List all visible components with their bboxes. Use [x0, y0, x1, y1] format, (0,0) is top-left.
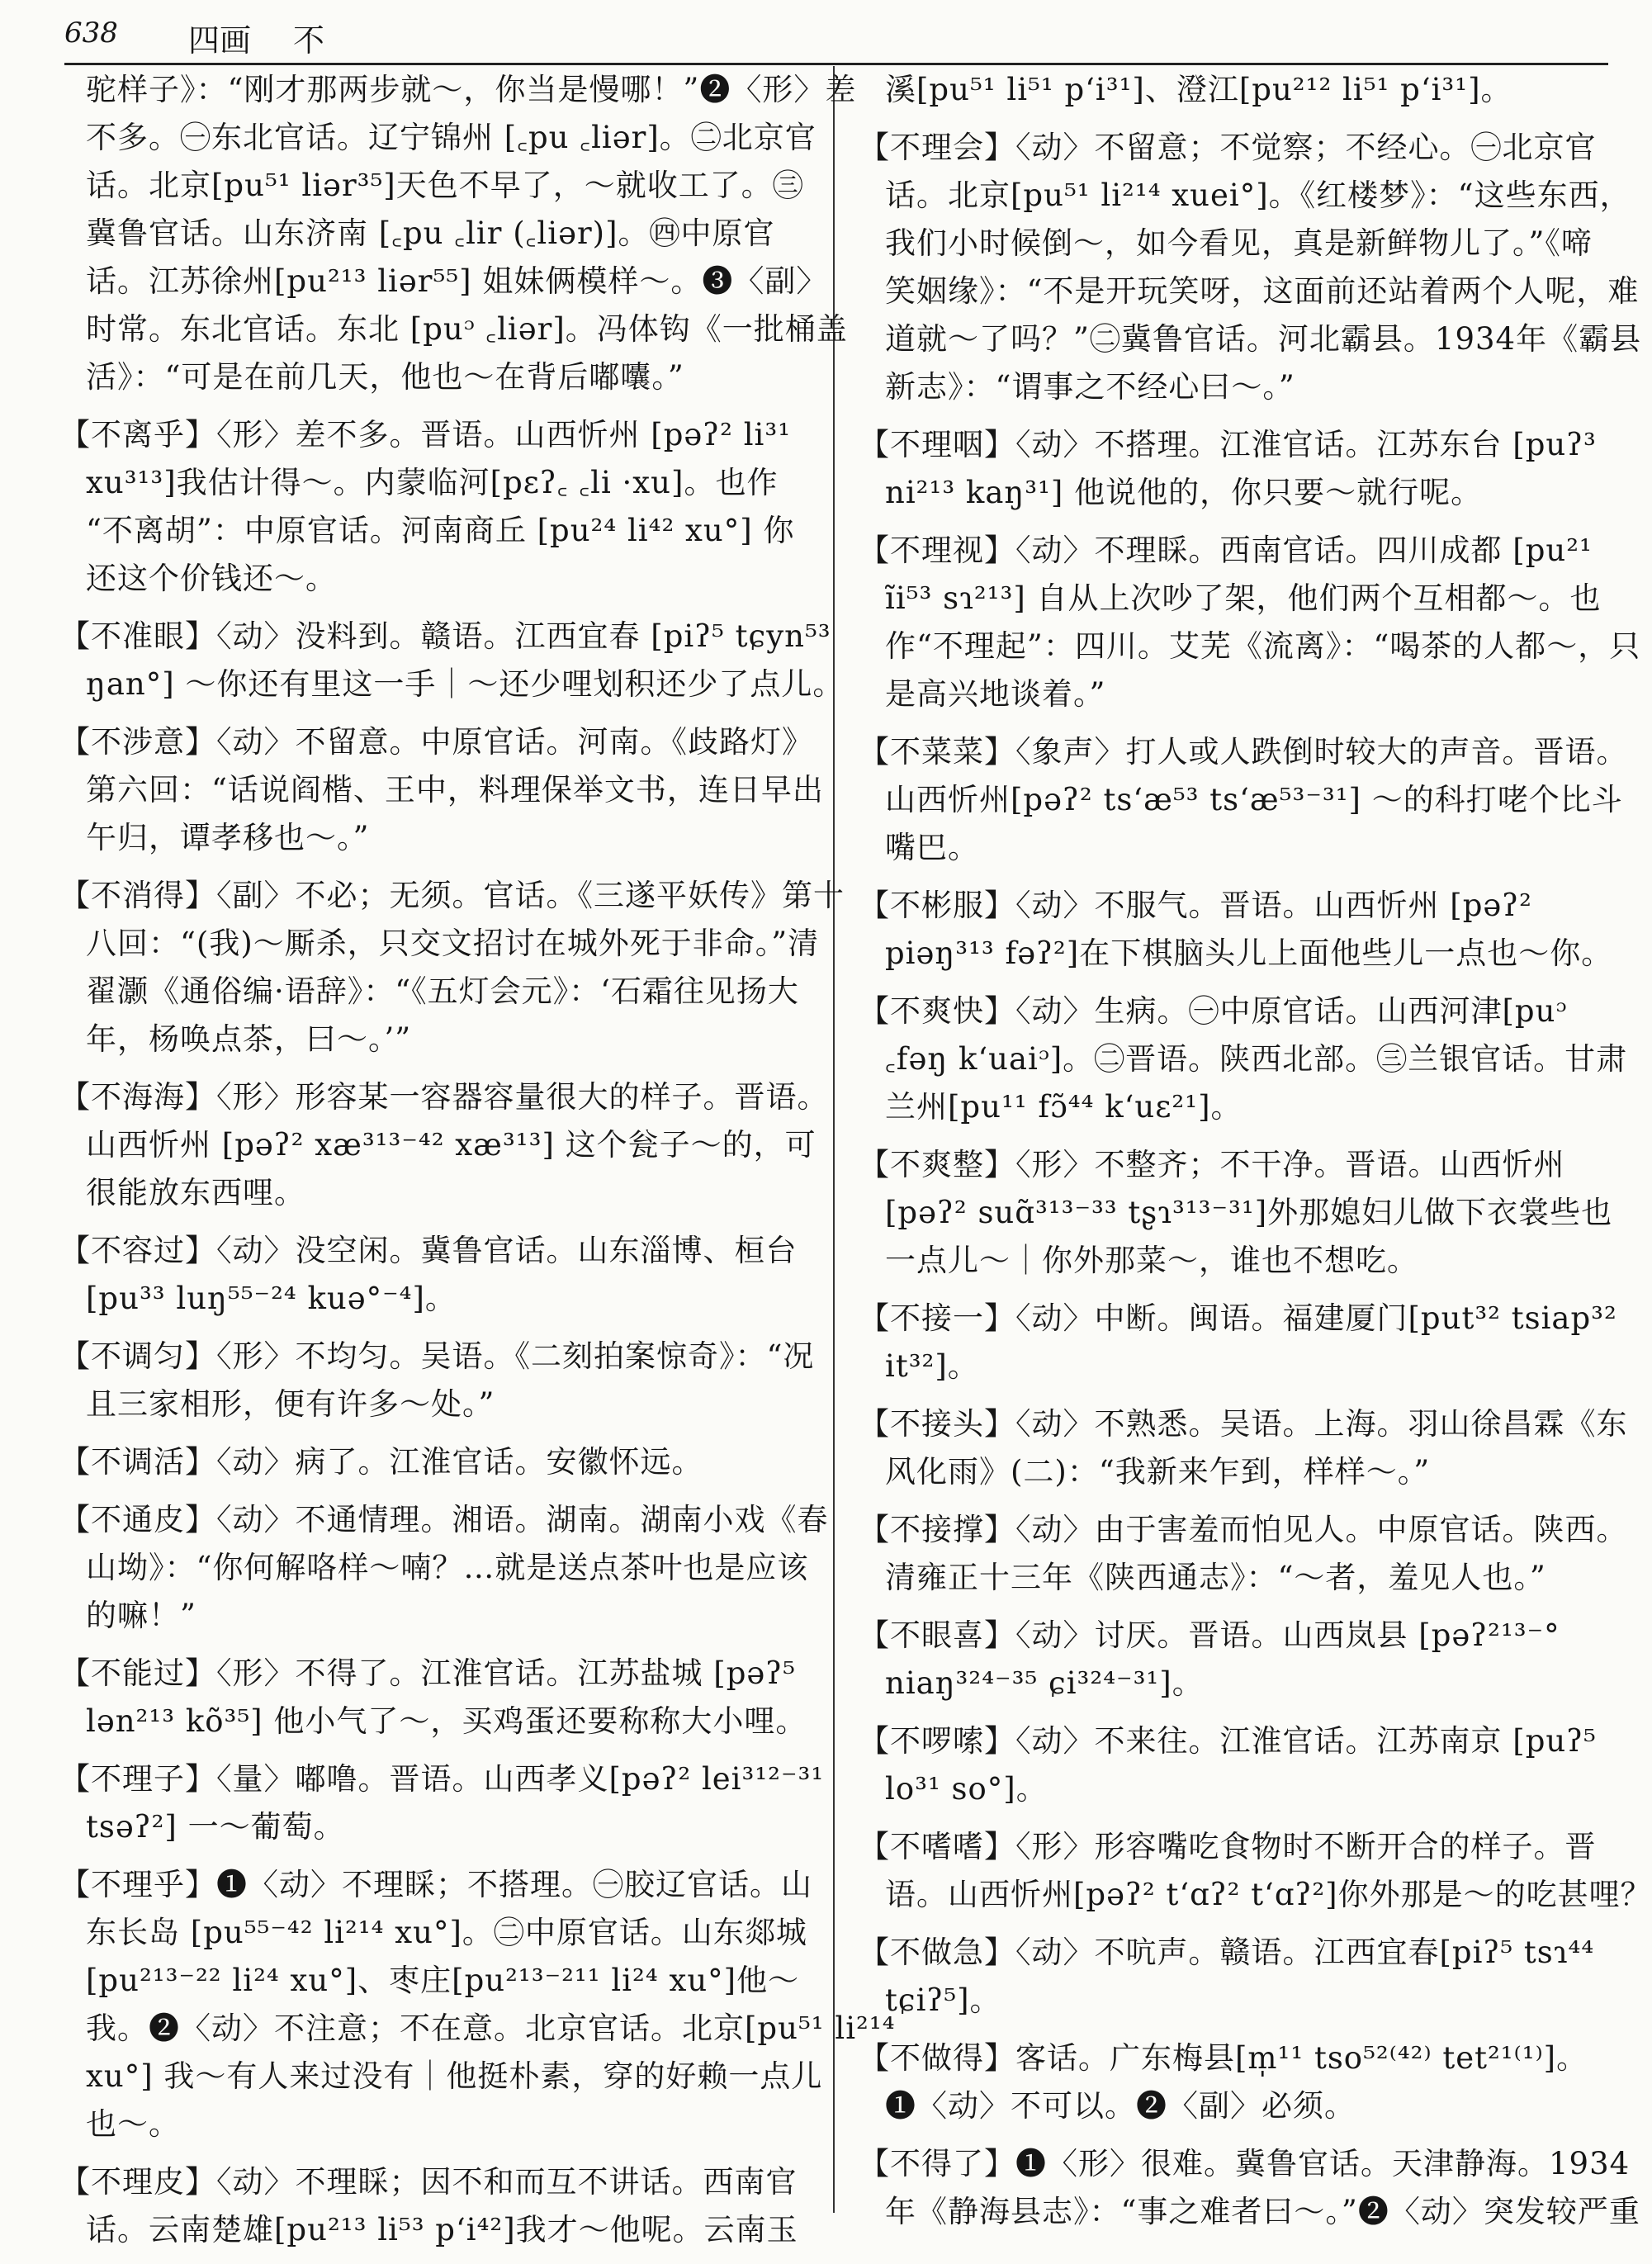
entry-line: 【不爽整】〈形〉不整齐；不干净。晋语。山西忻州: [859, 1147, 1565, 1182]
dictionary-entry: [59, 1861, 896, 2148]
dictionary-entry: [59, 1073, 829, 1217]
entry-line: 语。山西忻州[pəʔ² t‘ɑʔ² t‘ɑʔ²]你外那是～的吃甚哩？: [885, 1877, 1652, 1912]
entry-line: xu³¹³]我估计得～。内蒙临河[pεʔ꜀ ꜀li ·xu]。也作: [86, 465, 779, 500]
dictionary-entry: [59, 66, 857, 401]
entry-line: [pu²¹³⁻²² li²⁴ xu°]、枣庄[pu²¹³⁻²¹¹ li²⁴ xu°]他～: [86, 1963, 800, 1998]
entry-line: 【不能过】〈形〉不得了。江淮官话。江苏盐城 [pəʔ⁵: [59, 1655, 796, 1691]
entry-line: 【不啰嗦】〈动〉不来往。江淮官话。江苏南京 [puʔ⁵: [859, 1723, 1597, 1759]
header-character: 不: [293, 22, 325, 59]
dictionary-entry: [859, 1506, 1628, 1602]
entry-line: 【不理咽】〈动〉不搭理。江淮官话。江苏东台 [puʔ³: [859, 427, 1597, 462]
dictionary-entry: [859, 421, 1618, 517]
dictionary-entry: [859, 1295, 1618, 1390]
entry-line: ĩi⁵³ sɿ²¹³] 自从上次吵了架，他们两个互相都～。也: [885, 580, 1602, 616]
dictionary-entry: [59, 1227, 802, 1323]
entry-line: 很能放东西哩。: [86, 1175, 305, 1210]
entry-line: 话。北京[pu⁵¹ liər³⁵]天色不早了，～就收工了。㊂: [86, 168, 804, 203]
entry-line: tɕiʔ⁵]。: [885, 1982, 1001, 2018]
entry-line: 的嘛！”: [86, 1598, 196, 1633]
entry-line: 清雍正十三年《陕西通志》：“～者，羞见人也。”: [885, 1560, 1546, 1595]
entry-line: 【不接头】〈动〉不熟悉。吴语。上海。羽山徐昌霖《东: [859, 1406, 1628, 1442]
entry-line: 冀鲁官话。山东济南 [꜀pu ꜀lir (꜀liər)]。㊃中原官: [86, 216, 775, 251]
entry-line: 【不理会】〈动〉不留意；不觉察；不经心。㊀北京官: [859, 130, 1597, 165]
entry-line: 【不调匀】〈形〉不均匀。吴语。《二刻拍案惊奇》：“况: [59, 1338, 815, 1374]
entry-line: 溪[pu⁵¹ li⁵¹ p‘i³¹]、澄江[pu²¹² li⁵¹ p‘i³¹]。: [885, 72, 1512, 107]
dictionary-entry: [859, 882, 1618, 978]
entry-line: 我们小时候倒～，如今看见，真是新鲜物儿了。”《啼: [885, 225, 1593, 261]
dictionary-entry: [859, 988, 1628, 1131]
entry-line: 【不通皮】〈动〉不通情理。湘语。湖南。湖南小戏《春: [59, 1502, 829, 1537]
entry-line: 兰州[pu¹¹ fɔ̃⁴⁴ k‘uε²¹]。: [885, 1089, 1243, 1125]
entry-line: it³²]。: [885, 1348, 979, 1384]
entry-line: 【不容过】〈动〉没空闲。冀鲁官话。山东淄博、桓台: [59, 1233, 798, 1268]
dictionary-entry: [59, 1755, 825, 1851]
entry-line: 一点儿～｜你外那菜～，谁也不想吃。: [885, 1243, 1418, 1278]
entry-line: 第六回：“话说阎楷、王中，料理保举文书，连日早出: [86, 772, 824, 808]
dictionary-entry: [859, 1612, 1618, 1707]
entry-line: 作“不理起”：四川。艾芜《流离》：“喝茶的人都～，只: [885, 628, 1641, 664]
entry-line: 笑姻缘》：“不是开玩笑呀，这面前还站着两个人呢，难: [885, 273, 1640, 309]
dictionary-entry: [859, 1141, 1618, 1285]
entry-line: 【不准眼】〈动〉没料到。赣语。江西宜春 [piʔ⁵ tɕyn⁵³: [59, 618, 831, 654]
entry-line: 【不爽快】〈动〉生病。㊀中原官话。山西河津[puᵓ: [859, 993, 1568, 1029]
entry-line: 八回：“(我)～厮杀，只交文招讨在城外死于非命。”清: [86, 926, 820, 961]
entry-line: 【不嗜嗜】〈形〉形容嘴吃食物时不断开合的样子。晋: [859, 1829, 1597, 1864]
entry-line: 【不理子】〈量〉嘟噜。晋语。山西孝义[pəʔ² lei³¹²⁻³¹: [59, 1761, 825, 1797]
entry-line: 午归，谭孝移也～。”: [86, 820, 370, 855]
left-column: [59, 66, 896, 2264]
dictionary-entry: [59, 1650, 807, 1745]
entry-line: niaŋ³²⁴⁻³⁵ ɕi³²⁴⁻³¹]。: [885, 1665, 1204, 1701]
dictionary-entry: [859, 2034, 1618, 2130]
dictionary-entry: [59, 1333, 815, 1428]
entry-line: lən²¹³ kõ³⁵] 他小气了～，买鸡蛋还要称称大小哩。: [86, 1703, 807, 1739]
entry-line: 【不菜菜】〈象声〉打人或人跌倒时较大的声音。晋语。: [859, 734, 1628, 770]
entry-line: 【不彬服】〈动〉不服气。晋语。山西忻州 [pəʔ²: [859, 888, 1532, 923]
entry-line: 驼样子》：“刚才那两步就～，你当是慢哪！”❷〈形〉差: [86, 72, 857, 107]
entry-line: 话。江苏徐州[pu²¹³ liər⁵⁵] 姐妹俩模样～。❸〈副〉: [86, 263, 828, 299]
entry-line: 【不离乎】〈形〉差不多。晋语。山西忻州 [pəʔ² li³¹: [59, 417, 792, 452]
section-title: 四画: [188, 22, 252, 59]
entry-line: 时常。东北官话。东北 [puᵓ ꜀liər]。冯体钩《一批桶盖: [86, 311, 848, 347]
entry-line: 【不理乎】❶〈动〉不理睬；不搭理。㊀胶辽官话。山: [59, 1867, 812, 1902]
entry-line: piəŋ³¹³ fəʔ²]在下棋脑头儿上面他些儿一点也～你。: [885, 935, 1613, 971]
dictionary-entry: [859, 1823, 1652, 1919]
entry-line: 山坳》：“你何解咯样～喃？…就是送点茶叶也是应该: [86, 1550, 809, 1585]
entry-line: ꜀fəŋ k‘uaiᵓ]。㊁晋语。陕西北部。㊂兰银官话。甘肃: [885, 1041, 1628, 1077]
dictionary-entry: [59, 1438, 802, 1486]
entry-line: 活》：“可是在前几天，他也～在背后嘟囔。”: [86, 359, 684, 395]
dictionary-entry: [859, 1400, 1628, 1496]
entry-line: 是高兴地谈着。”: [885, 676, 1106, 712]
entry-line: 【不涉意】〈动〉不留意。中原官话。河南。《歧路灯》: [59, 724, 813, 760]
entry-line: 【不海海】〈形〉形容某一容器容量很大的样子。晋语。: [59, 1079, 829, 1115]
entry-line: 【不接撑】〈动〉由于害羞而怕见人。中原官话。陕西。: [859, 1512, 1628, 1547]
entry-line: [pu³³ luŋ⁵⁵⁻²⁴ kuə°⁻⁴]。: [86, 1281, 457, 1316]
entry-line: xu°] 我～有人来过没有｜他挺朴素，穿的好赖一点儿: [86, 2058, 823, 2094]
entry-line: 【不调活】〈动〉病了。江淮官话。安徽怀远。: [59, 1444, 703, 1480]
dictionary-entry: [859, 527, 1641, 718]
header-rule: [64, 63, 1608, 65]
dictionary-entry: [59, 411, 802, 603]
dictionary-entry: [59, 718, 824, 862]
dictionary-entry: [59, 1496, 829, 1640]
entry-line: 【不得了】❶〈形〉很难。冀鲁官话。天津静海。1934: [859, 2146, 1631, 2181]
entry-line: “不离胡”：中原官话。河南商丘 [pu²⁴ li⁴² xu°] 你: [86, 513, 795, 548]
entry-line: 不多。㊀东北官话。辽宁锦州 [꜀pu ꜀liər]。㊁北京官: [86, 120, 817, 155]
entry-line: 风化雨》(二)：“我新来乍到，样样～。”: [885, 1454, 1431, 1490]
entry-line: 话。云南楚雄[pu²¹³ li⁵³ p‘i⁴²]我才～他呢。云南玉: [86, 2212, 798, 2247]
dictionary-entry: [859, 124, 1642, 411]
entry-line: 东长岛 [pu⁵⁵⁻⁴² li²¹⁴ xu°]。㊁中原官话。山东郯城: [86, 1915, 807, 1950]
dictionary-entry: [859, 1717, 1618, 1813]
entry-line: 【不接一】〈动〉中断。闽语。福建厦门[put³² tsiap³²: [859, 1300, 1617, 1336]
entry-line: 【不理皮】〈动〉不理睬；因不和而互不讲话。西南官: [59, 2164, 798, 2200]
dictionary-entry: [859, 728, 1628, 872]
dictionary-entry: [59, 872, 845, 1063]
page-number: 638: [64, 17, 118, 50]
entry-line: ❶〈动〉不可以。❷〈副〉必须。: [885, 2088, 1356, 2124]
entry-line: tsəʔ²] 一～葡萄。: [86, 1809, 345, 1845]
entry-line: 年《静海县志》：“事之难者曰～。”❷〈动〉突发较严重: [885, 2194, 1640, 2229]
entry-line: 【不做急】〈动〉不吭声。赣语。江西宜春[piʔ⁵ tsɿ⁴⁴: [859, 1935, 1595, 1970]
entry-line: [pəʔ² suɑ̃³¹³⁻³³ tʂɿ³¹³⁻³¹]外那媳妇儿做下衣裳些也: [885, 1195, 1613, 1230]
entry-line: 我。❷〈动〉不注意；不在意。北京官话。北京[pu⁵¹ li²¹⁴: [86, 2011, 896, 2046]
entry-line: 道就～了吗？”㊁冀鲁官话。河北霸县。1934年《霸县: [885, 321, 1642, 357]
entry-line: 【不做得】客话。广东梅县[m̩¹¹ tso⁵²⁽⁴²⁾ tet²¹⁽¹⁾]。: [859, 2040, 1588, 2076]
entry-line: 山西忻州 [pəʔ² xæ³¹³⁻⁴² xæ³¹³] 这个瓮子～的，可: [86, 1127, 817, 1163]
entry-line: 也～。: [86, 2106, 180, 2142]
dictionary-entry: [859, 1929, 1618, 2025]
dictionary-entry: [59, 2158, 802, 2254]
entry-line: 山西忻州[pəʔ² ts‘æ⁵³ ts‘æ⁵³⁻³¹] ～的科打咾个比斗: [885, 782, 1623, 817]
entry-line: 翟灏《通俗编·语辞》：“《五灯会元》：‘石霜往见扬大: [86, 973, 799, 1009]
dictionary-entry: [859, 2140, 1640, 2236]
entry-line: lo³¹ so°]。: [885, 1771, 1048, 1807]
entry-line: 还这个价钱还～。: [86, 561, 337, 596]
entry-line: 嘴巴。: [885, 830, 979, 865]
entry-line: ni²¹³ kaŋ³¹] 他说他的，你只要～就行呢。: [885, 475, 1483, 510]
entry-line: 且三家相形，便有许多～处。”: [86, 1386, 495, 1422]
entry-line: ŋan°] ～你还有里这一手｜～还少哩划积还少了点儿。: [86, 666, 845, 702]
entry-line: 新志》：“谓事之不经心曰～。”: [885, 369, 1295, 405]
entry-line: 年，杨唤点茶，曰～。’”: [86, 1021, 412, 1057]
dictionary-entry: [859, 66, 1618, 114]
entry-line: 话。北京[pu⁵¹ li²¹⁴ xuei°]。《红楼梦》：“这些东西，: [885, 178, 1631, 213]
right-column: [859, 66, 1652, 2246]
entry-line: 【不眼喜】〈动〉讨厌。晋语。山西岚县 [pəʔ²¹³⁻°: [859, 1617, 1560, 1653]
column-divider: [833, 66, 835, 2213]
entry-line: 【不理视】〈动〉不理睬。西南官话。四川成都 [pu²¹: [859, 533, 1593, 568]
dictionary-entry: [59, 613, 845, 708]
entry-line: 【不消得】〈副〉不必；无须。官话。《三遂平妖传》第十: [59, 878, 845, 913]
